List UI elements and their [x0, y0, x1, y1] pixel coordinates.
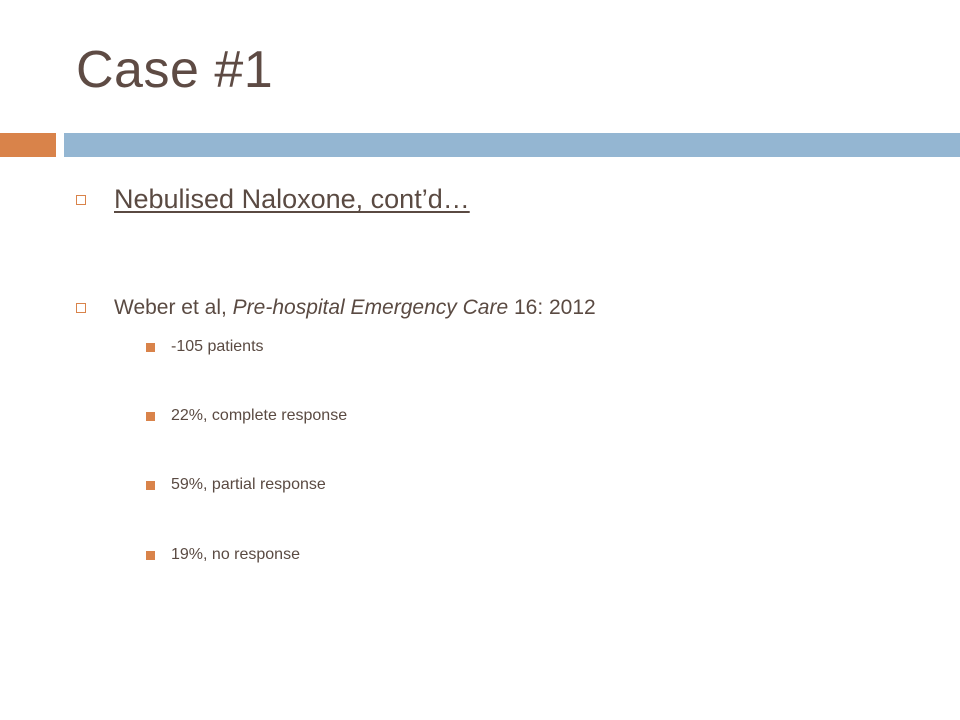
reference-text — [114, 296, 596, 320]
list-item-text: -105 patients — [171, 338, 264, 355]
list-item — [146, 407, 347, 425]
square-bullet-icon — [76, 303, 86, 313]
list-item — [146, 338, 264, 356]
filled-square-bullet-icon — [146, 412, 155, 421]
slide-title: Case #1 — [76, 41, 274, 99]
list-item — [146, 476, 326, 494]
reference-bullet-item — [76, 296, 596, 320]
list-item — [146, 546, 300, 564]
heading-bullet-item — [76, 184, 470, 215]
accent-bar-orange — [0, 133, 56, 157]
reference-authors: Weber et al, — [114, 296, 233, 319]
reference-journal: Pre-hospital Emergency Care — [232, 296, 509, 319]
list-item-text: 22%, complete response — [171, 407, 348, 424]
filled-square-bullet-icon — [146, 343, 155, 352]
square-bullet-icon — [76, 195, 86, 205]
reference-citation: 16: 2012 — [508, 296, 596, 319]
list-item-text: 19%, no response — [171, 546, 300, 563]
accent-bar-blue — [64, 133, 960, 157]
section-heading: Nebulised Naloxone, cont’d… — [114, 184, 470, 214]
filled-square-bullet-icon — [146, 551, 155, 560]
list-item-text: 59%, partial response — [171, 476, 326, 493]
filled-square-bullet-icon — [146, 481, 155, 490]
